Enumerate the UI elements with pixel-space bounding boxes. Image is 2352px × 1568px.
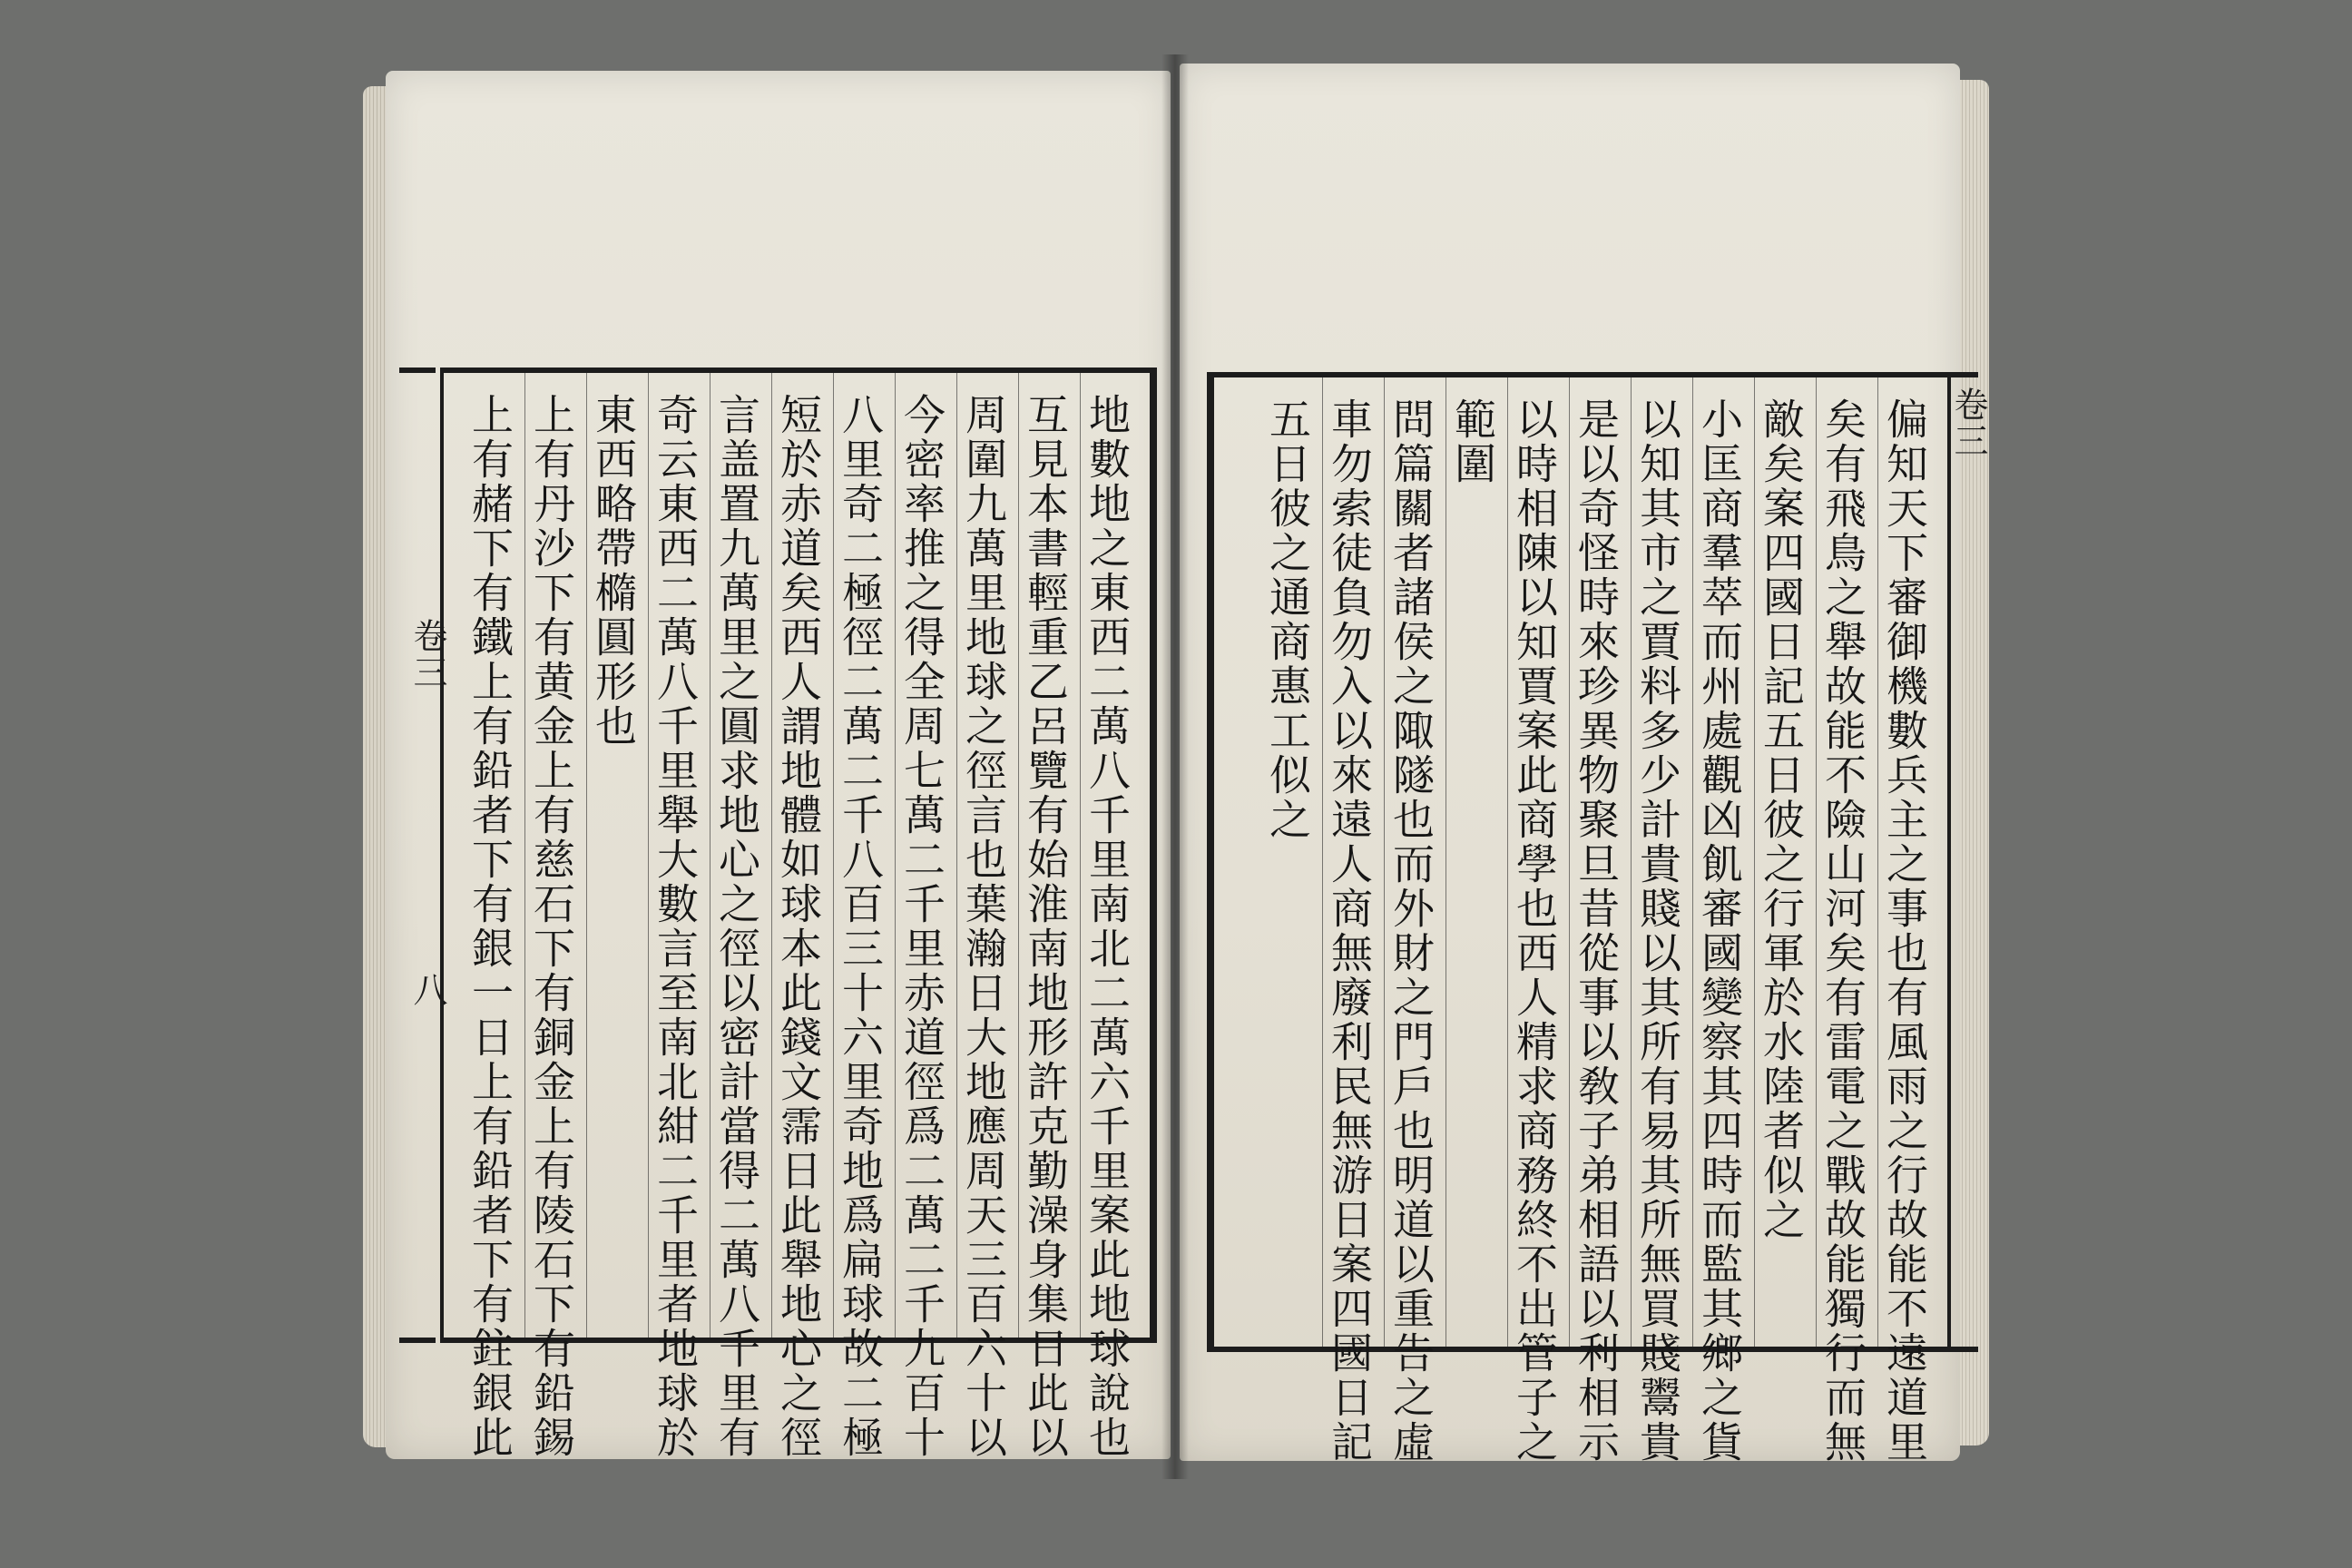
text-column: 五日彼之通商惠工似之: [1263, 397, 1312, 842]
left-margin-strip: [399, 368, 447, 1343]
text-column: 偏知天下審御機數兵主之事也有風雨之行故能不遠道里: [1880, 397, 1929, 1465]
column-rule: [771, 373, 772, 1338]
column-rule: [586, 373, 587, 1338]
text-column: 以知其市之賈料多少計貴賤以其所有易其所無買賤鬻貴: [1633, 397, 1682, 1465]
column-rule: [1018, 373, 1019, 1338]
text-column: 周圍九萬里地球之徑言也葉瀚日大地應周天三百六十以: [959, 393, 1008, 1460]
left-text-frame: [440, 368, 1157, 1460]
text-column: 言盖置九萬里之圓求地心之徑以密計當得二萬八千里有: [712, 393, 761, 1460]
book-gutter: [1161, 54, 1189, 1479]
text-column: 今密率推之得全周七萬二千里赤道徑爲二萬二千九百十: [897, 393, 946, 1460]
right-volume-label: 卷三: [1948, 387, 1988, 459]
text-column: 上有丹沙下有黄金上有慈石下有銅金上有陵石下有鉛錫: [527, 393, 576, 1460]
column-rule: [1692, 377, 1693, 1347]
column-rule: [1816, 377, 1817, 1347]
column-rule: [1877, 377, 1878, 1347]
left-volume-label: 卷三: [407, 618, 447, 691]
text-column: 小匡商羣萃而州處觀凶飢審國變察其四時而監其鄉之貨: [1695, 397, 1744, 1465]
text-column: 東西略帶橢圓形也: [589, 393, 638, 749]
text-column: 矣有飛鳥之舉故能不險山河矣有雷電之戰故能獨行而無: [1818, 397, 1867, 1465]
text-column: 短於赤道矣西人謂地體如球本此錢文霈日此舉地心之徑: [774, 393, 823, 1460]
text-column: 八里奇二極徑二萬二千八百三十六里奇地爲扁球故二極: [836, 393, 885, 1460]
column-rule: [1754, 377, 1755, 1347]
column-rule: [1080, 373, 1081, 1338]
column-rule: [833, 373, 834, 1338]
text-column: 車勿索徒負勿入以來遠人商無廢利民無游日案四國日記: [1325, 397, 1374, 1465]
left-page-number: 八: [407, 972, 447, 1008]
text-column: 地數地之東西二萬八千里南北二萬六千里案此地球說也: [1083, 393, 1132, 1460]
column-rule: [648, 373, 649, 1338]
column-rule: [1322, 377, 1323, 1347]
column-rule: [1631, 377, 1632, 1347]
column-rule: [956, 373, 957, 1338]
text-column: 敵矣案四國日記五日彼之行軍於水陸者似之: [1757, 397, 1806, 1242]
text-column: 是以奇怪時來珍異物聚旦昔從事以敎子弟相語以利相示: [1572, 397, 1621, 1465]
column-rule: [1384, 377, 1385, 1347]
column-rule: [1569, 377, 1570, 1347]
right-text-frame: [1207, 372, 1951, 1465]
text-column: 奇云東西二萬八千里舉大數言至南北紺二千里者地球於: [651, 393, 700, 1460]
column-rule: [524, 373, 525, 1338]
column-rule: [1507, 377, 1508, 1347]
text-column: 問篇關者諸侯之陬隧也而外財之門戶也明道以重告之虛: [1387, 397, 1436, 1465]
column-rule: [895, 373, 896, 1338]
text-column: 上有赭下有鐵上有鉛者下有銀一日上有鉛者下有鉒銀此: [466, 393, 514, 1460]
text-column: 以時相陳以知賈案此商學也西人精求商務終不出管子之: [1510, 397, 1559, 1465]
text-column: 範圍: [1448, 397, 1497, 486]
text-column: 互見本書輕重乙呂覽有始淮南地形許克勤澡身集日此以: [1021, 393, 1070, 1460]
